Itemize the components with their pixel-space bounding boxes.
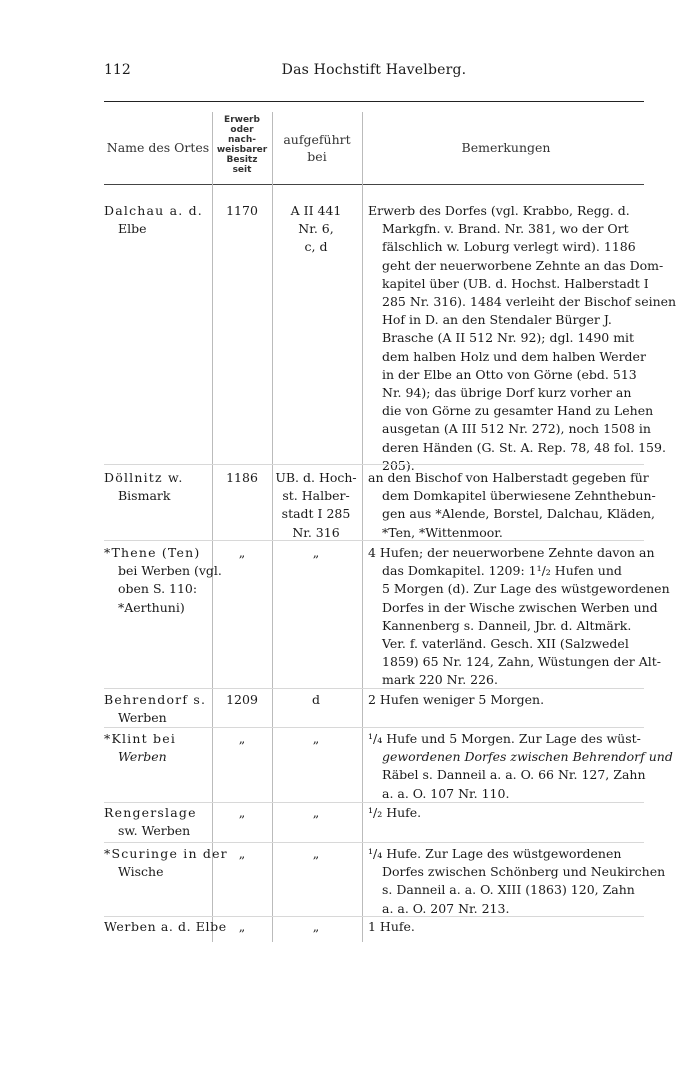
acquisition-year: 1186 <box>226 470 258 485</box>
place-name-line: Rengerslage <box>104 805 197 820</box>
source-reference <box>272 730 360 748</box>
remarks-line: die von Görne zu gesamter Hand zu Lehen <box>382 403 654 419</box>
place-name <box>104 469 212 505</box>
header-name-text: Name des Ortes <box>106 140 210 155</box>
acquisition-year: „ <box>238 846 246 861</box>
remarks-line: ¹/₄ Hufe und 5 Morgen. Zur Lage des wüst- <box>368 731 641 746</box>
remarks-line: Dorfes zwischen Schönberg und Neukirchen <box>382 864 666 880</box>
row-divider <box>104 802 644 803</box>
remarks-line: Ver. f. vaterländ. Gesch. XII (Salzwedel <box>382 636 629 652</box>
acquisition-year: „ <box>238 919 246 934</box>
row-divider <box>104 540 644 541</box>
place-name-line: *Scuringe in der <box>104 846 228 861</box>
source-reference-line: stadt I 285 <box>281 506 351 522</box>
remarks <box>368 202 677 475</box>
remarks <box>368 918 644 936</box>
acquisition-year: „ <box>238 805 246 820</box>
remarks-line: in der Elbe an Otto von Görne (ebd. 513 <box>382 366 637 382</box>
source-reference-line: Nr. 6, <box>298 221 334 237</box>
remarks-line: a. a. O. 107 Nr. 110. <box>382 785 510 801</box>
remarks-line: *Ten, *Wittenmoor. <box>382 524 503 540</box>
source-reference <box>272 469 360 542</box>
place-name <box>104 544 222 617</box>
remarks-line: dem halben Holz und dem halben Werder <box>382 348 646 364</box>
header-year-line: weisbarer <box>216 145 268 155</box>
source-reference-line: „ <box>312 919 320 934</box>
remarks-line: Kannenberg s. Danneil, Jbr. d. Altmärk. <box>382 617 632 633</box>
remarks-line: Brasche (A II 512 Nr. 92); dgl. 1490 mit <box>382 330 635 346</box>
remarks-line: fälschlich w. Loburg verlegt wird). 1186 <box>382 239 636 255</box>
place-name <box>104 202 212 238</box>
source-reference <box>272 804 360 822</box>
place-name-line: bei Werben (vgl. <box>118 563 222 579</box>
place-name <box>104 804 212 840</box>
source-reference-line: st. Halber- <box>282 488 350 504</box>
remarks-line: Hof in D. an den Stendaler Bürger J. <box>382 312 612 328</box>
place-name-line: Elbe <box>118 221 147 237</box>
table-top-rule <box>104 101 644 102</box>
acquisition-year: 1170 <box>226 203 258 218</box>
remarks-line: 2 Hufen weniger 5 Morgen. <box>368 692 545 707</box>
remarks-line: Erwerb des Dorfes (vgl. Krabbo, Regg. d. <box>368 203 630 218</box>
remarks-line: 5 Morgen (d). Zur Lage des wüstgewordenen <box>382 581 670 597</box>
remarks-line: deren Händen (G. St. A. Rep. 78, 48 fol. 159. <box>382 439 666 455</box>
place-name <box>104 691 212 727</box>
header-ref-line: aufgeführt <box>283 132 351 147</box>
remarks-line: 285 Nr. 316). 1484 verleiht der Bischof seinen <box>382 294 677 310</box>
header-year <box>212 115 272 175</box>
row-divider <box>104 688 644 689</box>
place-name-line: Werben a. d. Elbe <box>104 919 227 934</box>
place-name-line: Werben <box>118 710 167 726</box>
row-divider <box>104 842 644 843</box>
source-reference <box>272 918 360 936</box>
remarks-line: Räbel s. Danneil a. a. O. 66 Nr. 127, Zahn <box>382 767 646 783</box>
remarks-line: das Domkapitel. 1209: 1¹/₂ Hufen und <box>382 563 622 579</box>
row-divider <box>104 727 644 728</box>
place-name-line: *Klint bei <box>104 731 177 746</box>
remarks-line: an den Bischof von Halberstadt gegeben für <box>368 470 649 485</box>
remarks-line: kapitel über (UB. d. Hochst. Halberstadt I <box>382 275 649 291</box>
place-name <box>104 918 227 936</box>
page-number: 112 <box>104 62 131 78</box>
remarks-line: s. Danneil a. a. O. XIII (1863) 120, Zahn <box>382 882 635 898</box>
remarks <box>368 691 644 709</box>
acquisition-year: „ <box>238 731 246 746</box>
remarks <box>368 804 644 822</box>
header-year-line: oder <box>230 125 254 135</box>
place-name <box>104 730 212 766</box>
header-remarks-text: Bemerkungen <box>461 140 551 155</box>
place-name-line: *Aerthuni) <box>118 599 185 615</box>
place-name-line: Wische <box>118 864 164 880</box>
place-name-line: sw. Werben <box>118 823 191 839</box>
remarks-line: ¹/₄ Hufe. Zur Lage des wüstgewordenen <box>368 846 622 861</box>
place-name-line: Dalchau a. d. <box>104 203 203 218</box>
row-divider <box>104 464 644 465</box>
remarks <box>368 845 666 918</box>
remarks-line: ausgetan (A III 512 Nr. 272), noch 1508 in <box>382 421 651 437</box>
remarks-line: 205). <box>382 457 415 473</box>
source-reference-line: c, d <box>304 239 328 255</box>
remarks-line: 1859) 65 Nr. 124, Zahn, Wüstungen der Alt- <box>382 654 661 670</box>
source-reference-line: d <box>311 692 320 707</box>
source-reference-line: „ <box>312 846 320 861</box>
place-name-line: *Thene (Ten) <box>104 545 201 560</box>
remarks-line: gen aus *Alende, Borstel, Dalchau, Kläden, <box>382 506 656 522</box>
header-year-line: seit <box>232 165 252 175</box>
page-header <box>104 62 644 82</box>
header-year-line: Erwerb <box>224 115 260 125</box>
source-reference <box>272 691 360 709</box>
source-reference-line: UB. d. Hoch- <box>275 470 357 485</box>
header-year-line: Besitz <box>226 155 258 165</box>
remarks-line: 4 Hufen; der neuerworbene Zehnte davon an <box>368 545 655 560</box>
source-reference-line: „ <box>312 731 320 746</box>
source-reference-line: A II 441 <box>290 203 342 218</box>
source-reference <box>272 544 360 562</box>
header-ref <box>272 131 362 165</box>
source-reference-line: Nr. 316 <box>292 524 340 540</box>
remarks-line: ¹/₂ Hufe. <box>368 805 422 820</box>
source-reference-line: „ <box>312 545 320 560</box>
remarks-line: mark 220 Nr. 226. <box>382 672 498 688</box>
remarks-line: geht der neuerworbene Zehnte an das Dom- <box>382 257 664 273</box>
header-bottom-rule <box>104 184 644 185</box>
remarks-line: Nr. 94); das übrige Dorf kurz vorher an <box>382 385 632 401</box>
header-ref-line: bei <box>307 149 327 164</box>
remarks-line: 1 Hufe. <box>368 919 415 934</box>
acquisition-year: 1209 <box>226 692 258 707</box>
place-name-line: Werben <box>118 749 167 765</box>
remarks-line: Dorfes in der Wische zwischen Werben und <box>382 599 658 615</box>
place-name-line: Behrendorf s. <box>104 692 207 707</box>
column-separator <box>362 112 363 942</box>
place-name-line: oben S. 110: <box>118 581 198 597</box>
remarks <box>368 469 656 542</box>
source-reference <box>272 845 360 863</box>
remarks-line: a. a. O. 207 Nr. 213. <box>382 900 510 916</box>
header-year-line: nach- <box>228 135 256 145</box>
header-name <box>104 140 212 155</box>
place-name <box>104 845 228 881</box>
header-remarks <box>368 140 644 155</box>
row-divider <box>104 916 644 917</box>
remarks-line: Markgfn. v. Brand. Nr. 381, wo der Ort <box>382 221 629 237</box>
running-title: Das Hochstift Havelberg. <box>281 62 467 78</box>
remarks <box>368 544 670 690</box>
remarks-line: gewordenen Dorfes zwischen Behrendorf und <box>382 749 673 765</box>
acquisition-year: „ <box>238 545 246 560</box>
place-name-line: Döllnitz w. <box>104 470 184 485</box>
remarks-line: dem Domkapitel überwiesene Zehnthebun- <box>382 488 656 504</box>
remarks <box>368 730 673 803</box>
source-reference <box>272 202 360 257</box>
source-reference-line: „ <box>312 805 320 820</box>
place-name-line: Bismark <box>118 488 171 504</box>
